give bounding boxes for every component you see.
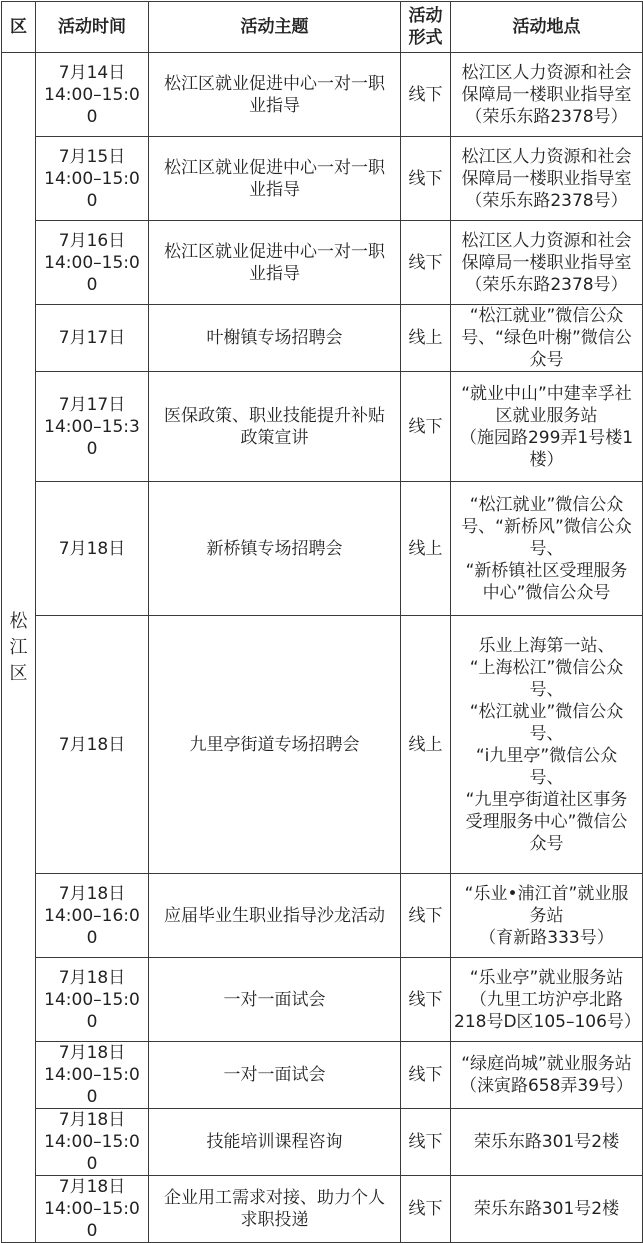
topic-cell: 新桥镇专场招聘会 (149, 482, 401, 616)
table-row (2, 53, 643, 137)
activity-schedule-table (1, 1, 643, 1243)
topic-cell: 松江区就业促进中心一对一职 业指导 (149, 221, 401, 305)
time-cell: 7月15日 14:00–15:00 (36, 137, 149, 221)
form-cell: 线上 (401, 305, 451, 372)
time-cell: 7月18日 (36, 616, 149, 874)
form-cell: 线下 (401, 137, 451, 221)
place-cell: 松江区人力资源和社会 保障局一楼职业指导室 （荣乐东路2378号） (451, 221, 643, 305)
table-row (2, 1109, 643, 1176)
header-topic: 活动主题 (149, 2, 401, 53)
topic-cell: 技能培训课程咨询 (149, 1109, 401, 1176)
topic-cell: 企业用工需求对接、助力个人 求职投递 (149, 1176, 401, 1243)
place-cell: 乐业上海第一站、 “上海松江”微信公众 号、 “松江就业”微信公众 号、 “i九里亭”微信公众 号、 “九里亭街道社区事务 受理服务中心”微信公 众号 (451, 616, 643, 874)
header-district: 区 (2, 2, 36, 53)
place-cell: “乐业亭”就业服务站 （九里工坊沪亭北路 218号D区105–106号） (451, 958, 643, 1042)
topic-cell: 一对一面试会 (149, 958, 401, 1042)
table-row (2, 305, 643, 372)
time-cell: 7月16日 14:00–15:00 (36, 221, 149, 305)
table-body (2, 53, 643, 1243)
form-cell: 线上 (401, 482, 451, 616)
header-form: 活动 形式 (401, 2, 451, 53)
time-cell: 7月17日 14:00–15:30 (36, 372, 149, 482)
topic-cell: 医保政策、职业技能提升补贴 政策宣讲 (149, 372, 401, 482)
place-cell: “绿庭尚城”就业服务站 （涞寅路658弄39号） (451, 1042, 643, 1109)
place-cell: “就业中山”中建幸孚社 区就业服务站 （施园路299弄1号楼1 楼） (451, 372, 643, 482)
place-cell: “乐业•浦江首”就业服 务站 （育新路333号） (451, 874, 643, 958)
table-row (2, 874, 643, 958)
table-row (2, 1042, 643, 1109)
form-cell: 线下 (401, 372, 451, 482)
topic-cell: 一对一面试会 (149, 1042, 401, 1109)
form-cell: 线下 (401, 1109, 451, 1176)
place-cell: 荣乐东路301号2楼 (451, 1176, 643, 1243)
time-cell: 7月18日 14:00–15:00 (36, 1176, 149, 1243)
form-cell: 线下 (401, 874, 451, 958)
table-row (2, 482, 643, 616)
form-cell: 线下 (401, 221, 451, 305)
time-cell: 7月18日 14:00–15:00 (36, 1042, 149, 1109)
place-cell: 松江区人力资源和社会 保障局一楼职业指导室 （荣乐东路2378号） (451, 53, 643, 137)
form-cell: 线上 (401, 616, 451, 874)
form-cell: 线下 (401, 958, 451, 1042)
place-cell: “松江就业”微信公众 号、“绿色叶榭”微信公 众号 (451, 305, 643, 372)
time-cell: 7月17日 (36, 305, 149, 372)
time-cell: 7月14日 14:00–15:00 (36, 53, 149, 137)
place-cell: 荣乐东路301号2楼 (451, 1109, 643, 1176)
topic-cell: 九里亭街道专场招聘会 (149, 616, 401, 874)
header-place: 活动地点 (451, 2, 643, 53)
time-cell: 7月18日 (36, 482, 149, 616)
topic-cell: 应届毕业生职业指导沙龙活动 (149, 874, 401, 958)
time-cell: 7月18日 14:00–15:00 (36, 958, 149, 1042)
table-row (2, 137, 643, 221)
district-cell: 松 江 区 (2, 53, 36, 1243)
table-row (2, 1176, 643, 1243)
topic-cell: 松江区就业促进中心一对一职 业指导 (149, 137, 401, 221)
topic-cell: 松江区就业促进中心一对一职 业指导 (149, 53, 401, 137)
table-row (2, 372, 643, 482)
table-row (2, 958, 643, 1042)
form-cell: 线下 (401, 1176, 451, 1243)
form-cell: 线下 (401, 1042, 451, 1109)
topic-cell: 叶榭镇专场招聘会 (149, 305, 401, 372)
header-time: 活动时间 (36, 2, 149, 53)
time-cell: 7月18日 14:00–16:00 (36, 874, 149, 958)
time-cell: 7月18日 14:00–15:00 (36, 1109, 149, 1176)
table-row (2, 616, 643, 874)
header-row (2, 2, 643, 53)
place-cell: “松江就业”微信公众 号、“新桥风”微信公众 号、 “新桥镇社区受理服务 中心”微信公众号 (451, 482, 643, 616)
form-cell: 线下 (401, 53, 451, 137)
table-row (2, 221, 643, 305)
place-cell: 松江区人力资源和社会 保障局一楼职业指导室 （荣乐东路2378号） (451, 137, 643, 221)
